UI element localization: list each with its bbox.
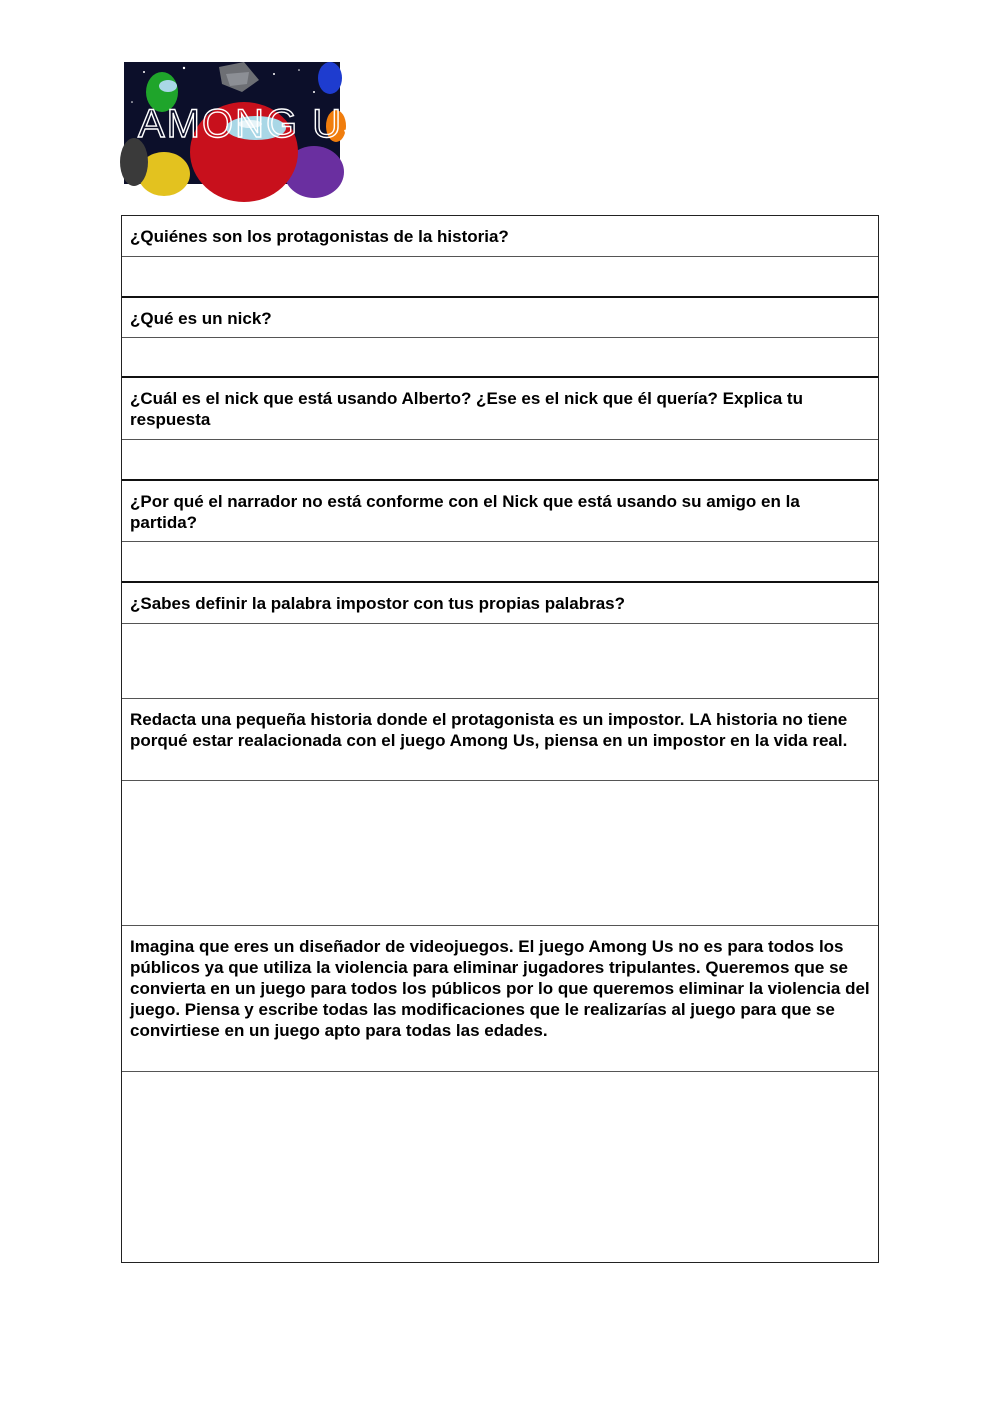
answer-box-2[interactable] <box>122 338 878 378</box>
worksheet-table <box>121 215 879 1263</box>
question-7: Imagina que eres un diseñador de videojuegos. El juego Among Us no es para todos los públicos ya que utiliza la violencia para eliminar jugadores tripulantes. Queremos que se convierta en un juego para todos los públicos por lo que queremos eliminar la violencia del juego. Piensa y escribe todas las modificaciones que le realizarías al juego para que se convirtiese en un juego apto para todas las edades. <box>122 926 878 1072</box>
question-5: ¿Sabes definir la palabra impostor con tus propias palabras? <box>122 583 878 624</box>
answer-box-4[interactable] <box>122 542 878 583</box>
question-6: Redacta una pequeña historia donde el protagonista es un impostor. LA historia no tiene porqué estar realacionada con el juego Among Us, piensa en un impostor en la vida real. <box>122 699 878 781</box>
question-3: ¿Cuál es el nick que está usando Alberto? ¿Ese es el nick que él quería? Explica tu respuesta <box>122 378 878 440</box>
question-4: ¿Por qué el narrador no está conforme con el Nick que está usando su amigo en la partida? <box>122 481 878 542</box>
answer-box-7[interactable] <box>122 1072 878 1262</box>
answer-box-1[interactable] <box>122 257 878 298</box>
answer-box-3[interactable] <box>122 440 878 481</box>
answer-box-5[interactable] <box>122 624 878 699</box>
logo-title: AMONG US <box>138 102 372 146</box>
answer-box-6[interactable] <box>122 781 878 926</box>
question-2: ¿Qué es un nick? <box>122 298 878 338</box>
question-1: ¿Quiénes son los protagonistas de la historia? <box>122 216 878 257</box>
among-us-logo <box>124 62 372 184</box>
